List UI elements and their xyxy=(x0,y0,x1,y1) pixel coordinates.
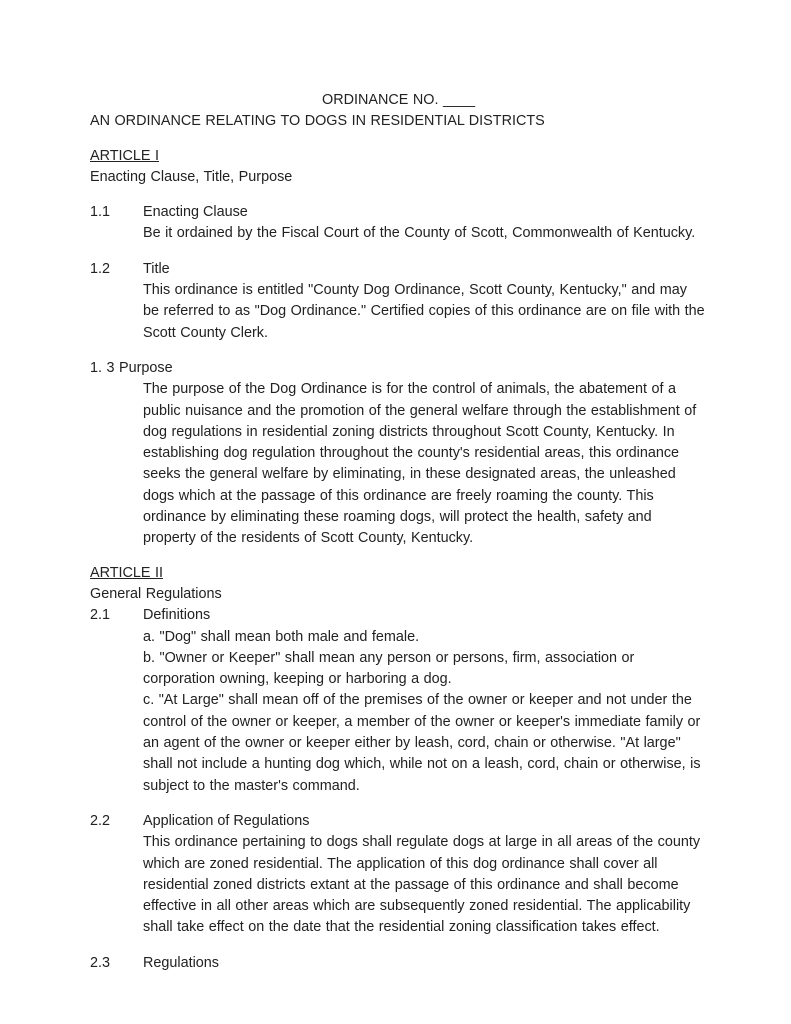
definition-item-a: a. "Dog" shall mean both male and female. xyxy=(143,628,420,645)
section-2-1-title: Definitions xyxy=(143,607,211,624)
section-2-2-heading-row xyxy=(90,811,707,832)
section-1-3-heading: 1. 3 Purpose xyxy=(90,359,173,376)
section-2-2-number: 2.2 xyxy=(90,812,111,829)
article-2-heading: ARTICLE II xyxy=(90,564,164,581)
section-2-1-number: 2.1 xyxy=(90,607,111,624)
section-1-2-body: This ordinance is entitled "County Dog Ordinance, Scott County, Kentucky," and may be referred to as "Dog Ordinance." Certified copies of this ordinance are on file with the Scott County Clerk. xyxy=(143,282,705,341)
ordinance-number-line: ORDINANCE NO. ____ xyxy=(322,92,475,108)
section-2-3-heading-row xyxy=(90,953,707,974)
section-2-2-body: This ordinance pertaining to dogs shall regulate dogs at large in all areas of the county which are zoned residential. The application of this dog ordinance shall cover all residential zoned districts extant at the passage of this ordinance and shall become effective in all other areas which are subsequently zoned residential. The applicability shall take effect on the date that the residential zoning classification takes effect. xyxy=(143,834,701,936)
document-title: AN ORDINANCE RELATING TO DOGS IN RESIDENTIAL DISTRICTS xyxy=(90,113,545,130)
article-2-subheading: General Regulations xyxy=(90,585,222,602)
section-2-2 xyxy=(90,811,707,939)
section-1-2 xyxy=(90,259,707,344)
definition-item-b: b. "Owner or Keeper" shall mean any person or persons, firm, association or corporation owning, keeping or harboring a dog. xyxy=(143,649,635,688)
section-1-2-title: Title xyxy=(143,260,170,277)
article-2-header xyxy=(90,563,707,797)
definition-item-c: c. "At Large" shall mean off of the premises of the owner or keeper and not under the control of the owner or keeper, a member of the owner or keeper's immediate family or an agent of the owner or keeper either by leash, cord, chain or otherwise. "At large" shall not include a hunting dog which, while not on a leash, cord, chain or otherwise, is subject to the master's command. xyxy=(143,692,701,794)
section-1-1-body: Be it ordained by the Fiscal Court of the County of Scott, Commonwealth of Kentucky. xyxy=(143,225,696,242)
section-1-2-heading-row xyxy=(90,259,707,280)
section-2-1-heading-row xyxy=(90,605,707,626)
section-2-3-title: Regulations xyxy=(143,954,220,971)
section-1-3 xyxy=(90,358,707,550)
section-2-3-number: 2.3 xyxy=(90,954,111,971)
section-1-1 xyxy=(90,202,707,245)
section-2-2-title: Application of Regulations xyxy=(143,812,310,829)
section-1-1-heading-row xyxy=(90,202,707,223)
section-1-1-title: Enacting Clause xyxy=(143,204,248,221)
article-1-subheading: Enacting Clause, Title, Purpose xyxy=(90,168,293,185)
section-2-3 xyxy=(90,953,707,974)
section-1-2-number: 1.2 xyxy=(90,260,111,277)
section-1-3-body: The purpose of the Dog Ordinance is for the control of animals, the abatement of a public nuisance and the promotion of the general welfare through the establishment of dog regulations in residential zoning districts throughout Scott County, Kentucky. In establishing dog regulation throughout the county's residential areas, this ordinance seeks the general welfare by eliminating, in these designated areas, the unleashed dogs which at the passage of this ordinance are freely roaming the county. This ordinance by eliminating these roaming dogs, will protect the health, safety and property of the residents of Scott County, Kentucky. xyxy=(143,381,697,547)
article-1-heading: ARTICLE I xyxy=(90,147,160,164)
section-1-1-number: 1.1 xyxy=(90,204,111,221)
article-1-header xyxy=(90,146,707,189)
